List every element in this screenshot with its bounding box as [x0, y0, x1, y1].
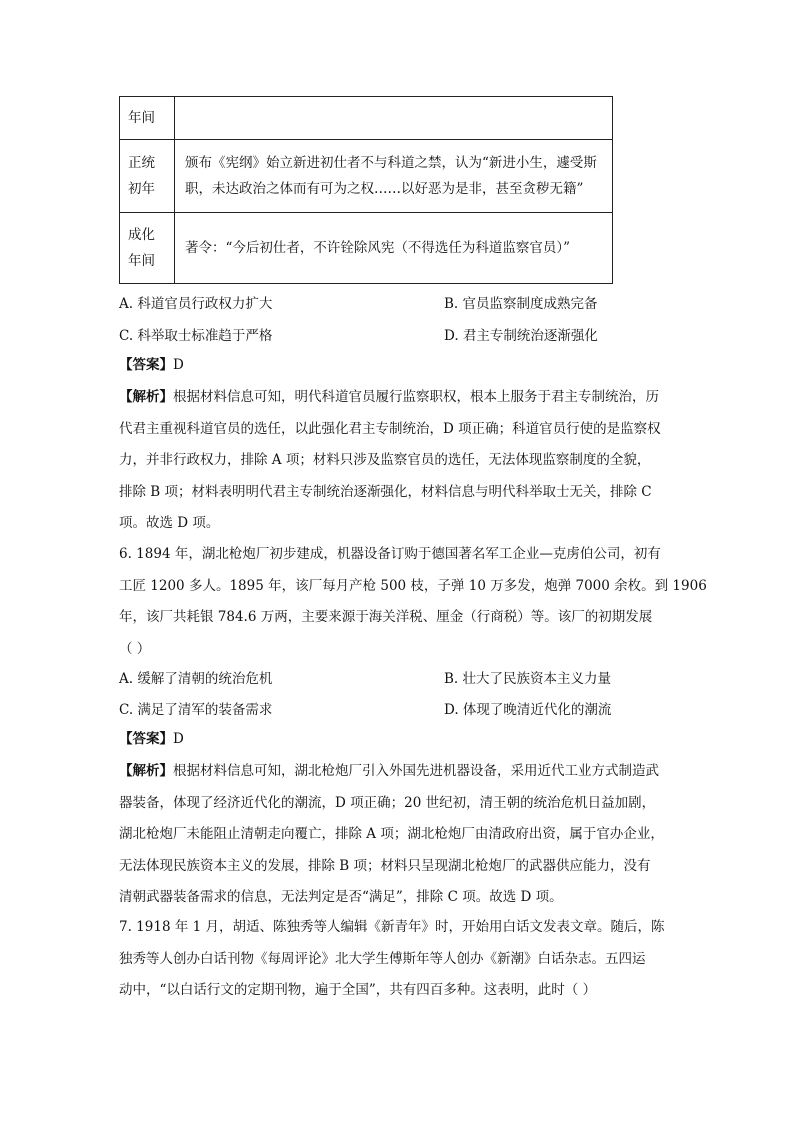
table-cell-period: 年间 — [120, 97, 175, 140]
history-table — [119, 96, 613, 284]
table-row — [120, 97, 613, 140]
q5-answer — [119, 350, 675, 382]
content-line: 职，未达政治之体而有可为之权……以好恶为是非，甚至贪秽无籍” — [185, 181, 584, 197]
answer-value: D — [173, 731, 184, 747]
analysis-line: 无法体现民族资本主义的发展，排除 B 项；材料只呈现湖北枪炮厂的武器供应能力，没有 — [119, 857, 651, 874]
table-row — [120, 140, 613, 213]
table-cell-period — [120, 213, 175, 284]
answer-label: 【答案】 — [119, 731, 173, 747]
table-cell-period — [120, 140, 175, 213]
table-row — [120, 213, 613, 284]
analysis-line: 湖北枪炮厂未能阻止清朝走向覆亡，排除 A 项；湖北枪炮厂由清政府出资，属于官办企业， — [119, 826, 664, 842]
q6-answer — [119, 724, 675, 756]
content-line: 颁布《宪纲》始立新进初仕者不与科道之禁，认为“新进小生，遽受斯 — [185, 155, 597, 171]
content-line: 著令：“今后初仕者，不许铨除风宪（不得选任为科道监察官员）” — [185, 240, 571, 256]
q5-analysis — [119, 382, 675, 540]
q6-option-a: A. 缓解了清朝的统治危机 — [119, 671, 273, 687]
analysis-line: 排除 B 项；材料表明明代君主专制统治逐渐强化，材料信息与明代科举取士无关，排除 C — [119, 483, 652, 500]
period-line: 初年 — [128, 181, 155, 197]
q6-option-c: C. 满足了清军的装备需求 — [119, 702, 273, 718]
analysis-text: 根据材料信息可知，明代科道官员履行监察职权，根本上服务于君主专制统治，历 — [173, 389, 659, 405]
q6-analysis — [119, 756, 675, 914]
stem-line: 独秀等人创办白话刊物《每周评论》北大学生傅斯年等人创办《新潮》白话杂志。五四运 — [119, 950, 646, 967]
table-cell-content — [175, 140, 613, 213]
stem-line: 7. 1918 年 1 月，胡适、陈独秀等人编辑《新青年》时，开始用白话文发表文章。随后，陈 — [119, 919, 665, 935]
period-line: 成化 — [128, 227, 155, 243]
table-cell-content — [175, 213, 613, 284]
period-line: 年间 — [128, 253, 155, 269]
table-cell-content — [175, 97, 613, 140]
analysis-label: 【解析】 — [119, 763, 173, 779]
analysis-line: 项。故选 D 项。 — [119, 515, 220, 531]
q6-option-d: D. 体现了晚清近代化的潮流 — [444, 702, 612, 718]
q5-option-d: D. 君主专制统治逐渐强化 — [444, 328, 598, 344]
analysis-text: 根据材料信息可知，湖北枪炮厂引入外国先进机器设备，采用近代工业方式制造武 — [173, 763, 659, 779]
analysis-line: 清朝武器装备需求的信息，无法判定是否“满足”，排除 C 项。故选 D 项。 — [119, 889, 563, 905]
analysis-line: 力，并非行政权力，排除 A 项；材料只涉及监察官员的选任，无法体现监察制度的全貌， — [119, 452, 651, 468]
q7-stem — [119, 912, 675, 1007]
analysis-line — [119, 382, 675, 414]
analysis-line — [119, 756, 675, 788]
analysis-line: 代君主重视科道官员的选任，以此强化君主专制统治，D 项正确；科道官员行使的是监察权 — [119, 420, 661, 437]
stem-line: 年，该厂共耗银 784.6 万两，主要来源于海关洋税、厘金（行商税）等。该厂的初期发展 — [119, 609, 653, 625]
analysis-label: 【解析】 — [119, 389, 173, 405]
stem-line: 工匠 1200 多人。1895 年，该厂每月产枪 500 枝，子弹 10 万多发，炮弹 7000 余枚。到 1906 — [119, 577, 707, 594]
analysis-line: 器装备，体现了经济近代化的潮流，D 项正确；20 世纪初，清王朝的统治危机日益加剧， — [119, 794, 656, 811]
answer-value: D — [173, 357, 184, 373]
q5-option-c: C. 科举取士标准趋于严格 — [119, 328, 273, 344]
q6-option-b: B. 壮大了民族资本主义力量 — [444, 671, 612, 687]
q5-option-b: B. 官员监察制度成熟完备 — [444, 296, 598, 312]
stem-line: 动中，“以白话行文的定期刊物，遍于全国”，共有四百多种。这表明，此时（ ） — [119, 982, 597, 998]
answer-label: 【答案】 — [119, 357, 173, 373]
stem-line: 6. 1894 年，湖北枪炮厂初步建成，机器设备订购于德国著名军工企业—克虏伯公司，初有 — [119, 546, 661, 562]
q6-stem — [119, 539, 707, 665]
q5-option-a: A. 科道官员行政权力扩大 — [119, 296, 273, 312]
period-line: 正统 — [128, 155, 155, 171]
stem-line: （ ） — [119, 640, 151, 657]
